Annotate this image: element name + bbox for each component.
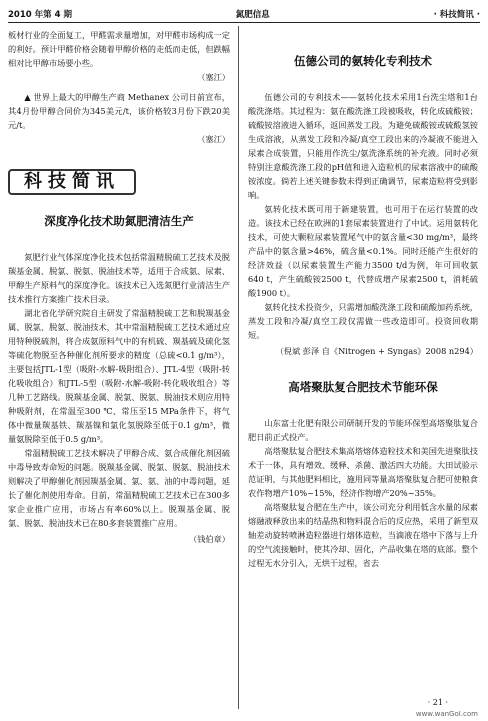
column-divider bbox=[238, 26, 239, 709]
article2-title: 伍德公司的氨转化专利技术 bbox=[294, 54, 432, 68]
article3-paragraph-3: 高塔聚肽复合肥在生产中，该公司充分利用低含水量的尿素熔融液释放出来的结晶热和物料混合后的反应热，采用了新型双轴差动旋转喷淋造粒器进行熔体造粒，当滴液在塔中下落与上升的空气流接触时，使其冷却、固化，产品收集在塔的底部。整个过程无水分引入，无烘干过程，省去 bbox=[248, 502, 478, 568]
header-rule bbox=[8, 22, 480, 23]
intro-source: （塞江） bbox=[197, 72, 230, 82]
section-box-title: 科技简讯 bbox=[8, 169, 136, 195]
intro-paragraph: 板材行业的全面复工，甲醛需求量增加，对甲醛市场构成一定的利好。预计甲醛价格会随着甲醇价格的走低而走低，但跌幅相对比甲醇市场要小些。 bbox=[8, 30, 230, 68]
article3-paragraph-2: 高塔聚肽复合肥技术集高塔熔体造粒技术和美国先进聚肽技术于一体，具有增效、缓释、杀菌、激活四大功能。大田试验示范证明，与其他肥料相比，施用同等量高塔聚肽复合肥可使粮食农作物增产10%~15%，经济作物增产20%~35%。 bbox=[248, 446, 478, 498]
page-header bbox=[8, 4, 480, 20]
article3-title: 高塔聚肽复合肥技术节能环保 bbox=[288, 380, 438, 394]
methanex-source: （塞江） bbox=[197, 134, 230, 144]
watermark: www.wanGoI.com bbox=[415, 710, 478, 718]
methanex-news: ▲ 世界上最大的甲醇生产商 Methanex 公司日前宣布，其4月份甲醇合同价为345美元/t，该价格较3月份下跌20美元/t。 bbox=[8, 92, 230, 130]
article2-paragraph-1: 伍德公司的专利技术——氨转化技术采用1台洗尘塔和1台酸洗涤塔。其过程为：氨在酸洗涤工段被吸收，转化成硫酸铵；硫酸铵溶液进入循环，返回蒸发工段。为避免硫酸铵或硫酸氢铵生成溶液，从蒸发工段和冷凝/真空工段出来的冷凝液不能进入尿素合成装置，只能用作洗尘/氨洗涤系统的补充液。同时必须特别注意酸洗涤工段的pH值和进入造粒机的尿素溶液中的硫酸铵浓度。倘若上述关键参数未得到正确调节，尿素造粒将受到影响。 bbox=[248, 92, 478, 200]
left-column bbox=[8, 28, 230, 546]
article1-paragraph-3: 常温精脱硫工艺技术解决了甲醇合成、氨合成催化剂因硫中毒导致寿命短的问题。脱羰基金属、脱氯、脱氨、脱油技术则解决了甲醇催化剂因羰基金属、氯、氨、油的中毒问题，延长了催化剂使用寿命。目前，常温精脱硫工艺技术已在300多家企业推广应用，市场占有率60%以上。脱羰基金属、脱氯、脱氨、脱油技术已在80多套装置推广应用。 bbox=[8, 448, 230, 528]
section-label: · 科技简讯 · bbox=[433, 10, 480, 20]
right-column bbox=[248, 28, 478, 570]
journal-name: 氮肥信息 bbox=[235, 10, 270, 20]
article1-title: 深度净化技术助氮肥清洁生产 bbox=[44, 214, 194, 228]
article1-paragraph-1: 氮肥行业气体深度净化技术包括常温精脱硫工艺技术及脱羰基金属、脱氯、脱氨、脱油技术等，适用于合成氨、尿素、甲醇生产原料气的深度净化。该技术已入选氮肥行业清洁生产技术推行方案推广技术目录。 bbox=[8, 252, 230, 304]
article2-paragraph-3: 氨转化技术投资少，只需增加酸洗涤工段和硫酸加药系统，蒸发工段和冷凝/真空工段仅需做一些改造即可。投资回收期短。 bbox=[248, 302, 478, 340]
article1-paragraph-2: 湖北省化学研究院自主研发了常温精脱硫工艺和脱羰基金属、脱氯、脱氨、脱油技术，其中常温精脱硫工艺技术通过应用特种脱硫剂，将合成氨原料气中的有机硫、羰基硫及硫化氢等硫化物脱至各种催化剂所要求的精度（总硫<0.1 g/m³），主要包括JTL-1型（吸附-水解-吸附组合）、JTL-4型（吸附-转化吸收组合）和JTL-5型（吸附-水解-吸附-转化吸收组合）等几种工艺路线。脱羰基金属、脱氯、脱氨、脱油技术则应用特种吸附剂，在常温至300 ℃、常压至15 MPa条件下，将气体中微量羰基铁、羰基镍和氯化氢脱除至低于0.1 g/m³，微量氨脱除至低于0.5 g/m³。 bbox=[8, 308, 230, 444]
article3-paragraph-1: 山东富士化肥有限公司研制开发的节能环保型高塔聚肽复合肥日前正式投产。 bbox=[248, 418, 478, 442]
article2-source: （倪斌 彭泽 自《Nitrogen + Syngas》2008 n294） bbox=[275, 346, 478, 356]
article2-paragraph-2: 氨转化技术既可用于新建装置，也可用于在运行装置的改造。该技术已经在欧洲的1套尿素装置进行了中试。运用氨转化技术，可使大颗粒尿素装置尾气中的氨含量<30 mg/m³，最终产品中的氨含量>46%，硫含量<0.1%。同时还能产生很好的经济效益（以尿素装置生产能力3500 t/d为例，年可回收氨640 t，产生硫酸铵2500 t，代替成增产尿素2500 t，消耗硫酸1900 t）。 bbox=[248, 204, 478, 298]
issue-label: 2010 年第 4 期 bbox=[8, 10, 72, 20]
section-box bbox=[8, 160, 230, 204]
article1-source: （钱伯章） bbox=[189, 534, 230, 544]
page-number: · 21 · bbox=[427, 698, 448, 707]
